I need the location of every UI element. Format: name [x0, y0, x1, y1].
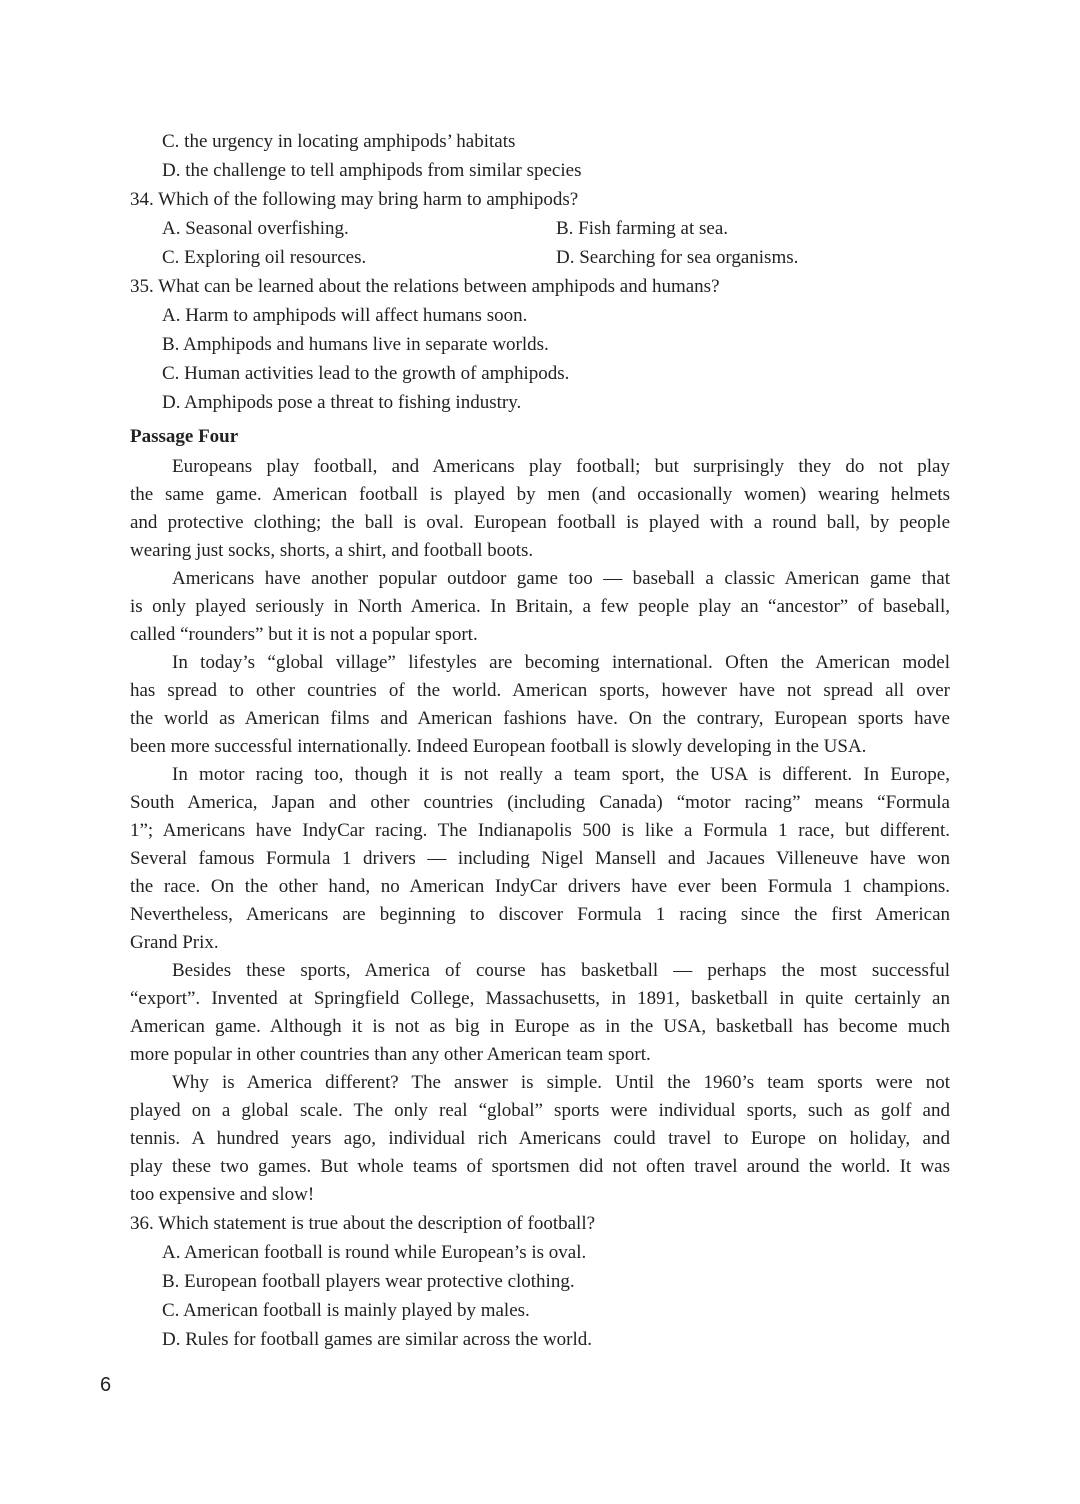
passage-paragraph [130, 649, 950, 761]
passage-paragraph [130, 453, 950, 565]
passage-paragraph [130, 1069, 950, 1209]
paragraph-line: Besides these sports, America of course has basketball — perhaps the most successful [172, 960, 950, 981]
q34-options-row-1 [130, 214, 950, 243]
paragraph-line: has spread to other countries of the world. American sports, however have not spread all over [130, 680, 950, 701]
paragraph-line: and protective clothing; the ball is oval. European football is played with a round ball, by people [130, 512, 950, 533]
passage-body [130, 453, 950, 1209]
paragraph-line: is only played seriously in North America. In Britain, a few people play an “ancestor” of baseball, [130, 596, 950, 617]
paragraph-line: play these two games. But whole teams of sportsmen did not often travel around the world. It was [130, 1156, 950, 1177]
paragraph-line: South America, Japan and other countries (including Canada) “motor racing” means “Formula [130, 792, 950, 813]
q34-option-d: D. Searching for sea organisms. [556, 247, 799, 268]
paragraph-line: “export”. Invented at Springfield College, Massachusetts, in 1891, basketball in quite certainly an [130, 988, 950, 1009]
q35-option-b: B. Amphipods and humans live in separate worlds. [162, 334, 549, 355]
q34-options-row-2 [130, 243, 950, 272]
page-content [130, 127, 950, 1354]
paragraph-line: American game. Although it is not as big in Europe as in the USA, basketball has become much [130, 1016, 950, 1037]
paragraph-line: the same game. American football is played by men (and occasionally women) wearing helmets [130, 484, 950, 505]
paragraph-line: In motor racing too, though it is not really a team sport, the USA is different. In Europe, [172, 764, 950, 785]
paragraph-line: the race. On the other hand, no American IndyCar drivers have ever been Formula 1 champions. [130, 876, 950, 897]
q36-option-a: A. American football is round while European’s is oval. [162, 1242, 587, 1263]
q34-stem: 34. Which of the following may bring harm to amphipods? [130, 189, 579, 210]
q36-option-c: C. American football is mainly played by males. [162, 1300, 530, 1321]
paragraph-line: Americans have another popular outdoor game too — baseball a classic American game that [172, 568, 950, 589]
q35-option-c: C. Human activities lead to the growth of amphipods. [162, 363, 570, 384]
paragraph-line: Several famous Formula 1 drivers — including Nigel Mansell and Jacaues Villeneuve have won [130, 848, 950, 869]
paragraph-line: In today’s “global village” lifestyles are becoming international. Often the American model [172, 652, 950, 673]
q36-stem: 36. Which statement is true about the description of football? [130, 1213, 596, 1234]
paragraph-line: played on a global scale. The only real “global” sports were individual sports, such as golf and [130, 1100, 950, 1121]
passage-paragraph [130, 761, 950, 957]
passage-title: Passage Four [130, 426, 239, 447]
q34-option-c: C. Exploring oil resources. [162, 247, 367, 268]
paragraph-line: more popular in other countries than any other American team sport. [130, 1044, 651, 1065]
page-number: 6 [100, 1374, 112, 1396]
passage-paragraph [130, 565, 950, 649]
paragraph-line: Europeans play football, and Americans play football; but surprisingly they do not play [172, 456, 950, 477]
q33-option-d: D. the challenge to tell amphipods from similar species [162, 160, 582, 181]
q34-option-a: A. Seasonal overfishing. [162, 218, 349, 239]
paragraph-line: Why is America different? The answer is simple. Until the 1960’s team sports were not [172, 1072, 950, 1093]
q33-option-c: C. the urgency in locating amphipods’ habitats [162, 131, 516, 152]
paragraph-line: wearing just socks, shorts, a shirt, and football boots. [130, 540, 534, 561]
paragraph-line: too expensive and slow! [130, 1184, 315, 1205]
paragraph-line: Grand Prix. [130, 932, 219, 953]
passage-paragraph [130, 957, 950, 1069]
paragraph-line: tennis. A hundred years ago, individual rich Americans could travel to Europe on holiday, and [130, 1128, 950, 1149]
paragraph-line: 1”; Americans have IndyCar racing. The Indianapolis 500 is like a Formula 1 race, but different. [130, 820, 950, 841]
q36-option-d: D. Rules for football games are similar across the world. [162, 1329, 593, 1350]
q35-option-a: A. Harm to amphipods will affect humans soon. [162, 305, 528, 326]
paragraph-line: Nevertheless, Americans are beginning to discover Formula 1 racing since the first American [130, 904, 950, 925]
paragraph-line: the world as American films and American fashions have. On the contrary, European sports have [130, 708, 950, 729]
q35-stem: 35. What can be learned about the relations between amphipods and humans? [130, 276, 720, 297]
q34-option-b: B. Fish farming at sea. [556, 218, 729, 239]
paragraph-line: called “rounders” but it is not a popular sport. [130, 624, 478, 645]
q36-option-b: B. European football players wear protective clothing. [162, 1271, 575, 1292]
q35-option-d: D. Amphipods pose a threat to fishing industry. [162, 392, 522, 413]
paragraph-line: been more successful internationally. Indeed European football is slowly developing in the USA. [130, 736, 867, 757]
